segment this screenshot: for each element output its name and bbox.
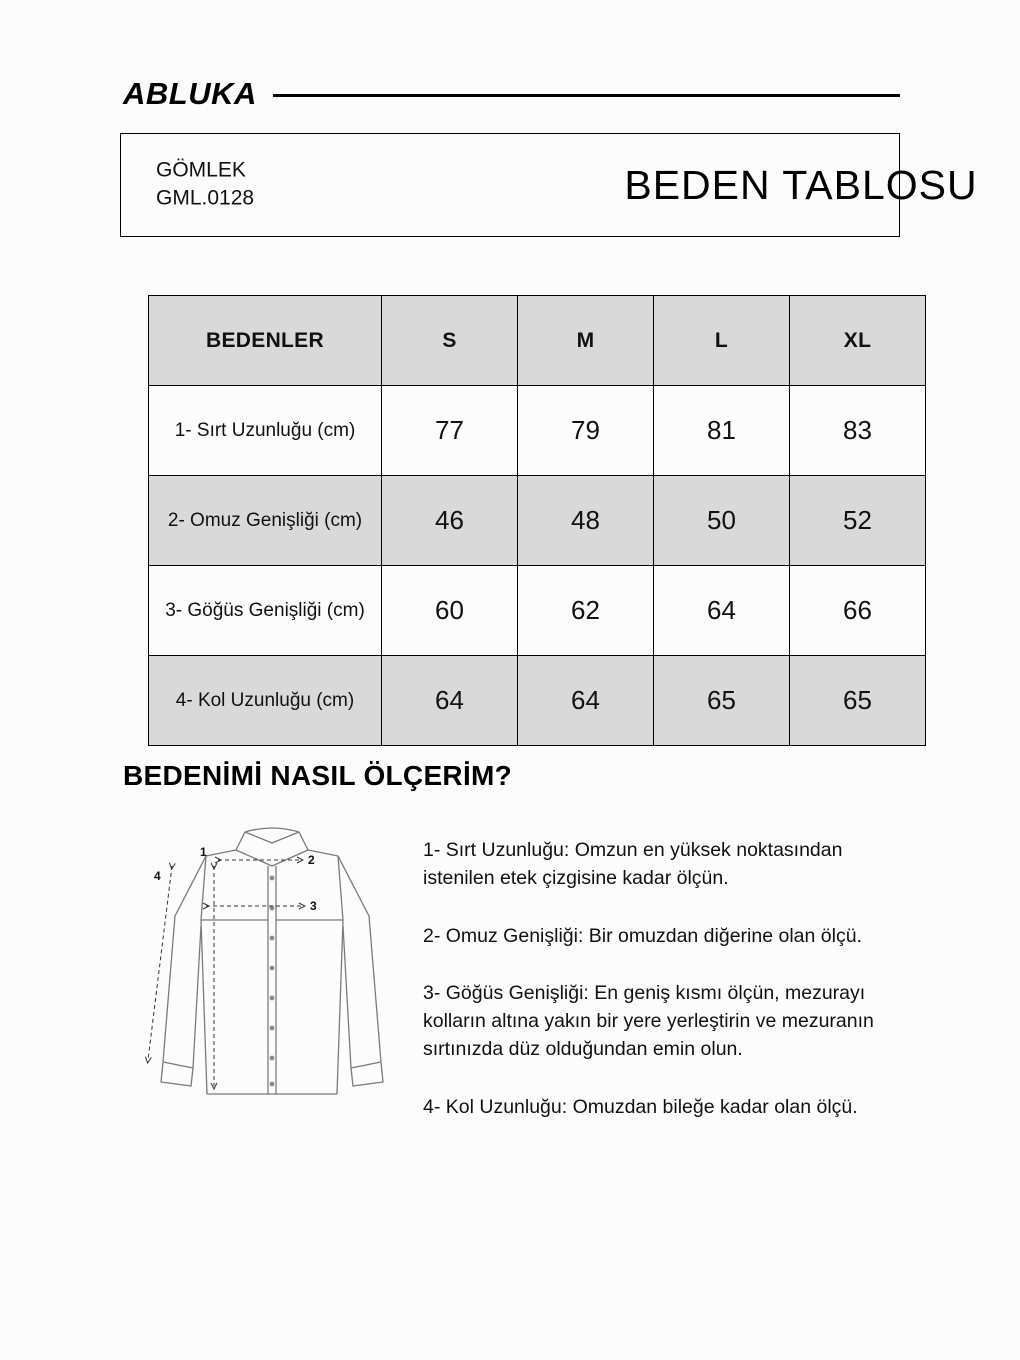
product-name: GÖMLEK — [156, 158, 246, 182]
diagram-label-3: 3 — [310, 899, 317, 913]
cell-value: 65 — [654, 656, 790, 746]
table-header-l: L — [654, 296, 790, 386]
instruction-back-length: 1- Sırt Uzunluğu: Omzun en yüksek noktasından istenilen etek çizgisine kadar ölçün. — [423, 839, 843, 890]
instruction-sleeve-length: 4- Kol Uzunluğu: Omuzdan bileğe kadar olan ölçü. — [423, 1095, 858, 1118]
cell-value: 77 — [382, 386, 518, 476]
table-row — [149, 566, 926, 656]
row-label-back-length: 1- Sırt Uzunluğu (cm) — [149, 386, 382, 476]
cell-value: 48 — [518, 476, 654, 566]
table-row — [149, 476, 926, 566]
cell-value: 66 — [790, 566, 926, 656]
product-code: GML.0128 — [156, 187, 255, 210]
brand-logo: ABLUKA — [123, 76, 257, 111]
row-label-sleeve-length: 4- Kol Uzunluğu (cm) — [149, 656, 382, 746]
instruction-chest-width: 3- Göğüs Genişliği: En geniş kısmı ölçün, mezurayı kolların altına yakın bir yere yerleştirin ve mezuranın sırtınızda düz olduğundan emin olun. — [423, 981, 874, 1061]
measure-instructions — [423, 836, 918, 1150]
shirt-buttons — [270, 876, 275, 1087]
table-header-s: S — [382, 296, 518, 386]
cell-value: 60 — [382, 566, 518, 656]
size-table — [148, 295, 926, 746]
cell-value: 64 — [518, 656, 654, 746]
instruction-shoulder-width: 2- Omuz Genişliği: Bir omuzdan diğerine olan ölçü. — [423, 924, 862, 947]
diagram-label-1: 1 — [200, 845, 207, 859]
measure-line-sleeve — [148, 866, 172, 1060]
cell-value: 79 — [518, 386, 654, 476]
cell-value: 62 — [518, 566, 654, 656]
product-meta — [156, 157, 254, 214]
table-header-m: M — [518, 296, 654, 386]
table-header-row — [149, 296, 926, 386]
shirt-diagram — [122, 822, 422, 1122]
diagram-label-4: 4 — [154, 869, 161, 883]
brand-header — [123, 76, 900, 112]
shirt-diagram-svg — [122, 822, 422, 1122]
row-label-shoulder-width: 2- Omuz Genişliği (cm) — [149, 476, 382, 566]
measure-section-title: BEDENİMİ NASIL ÖLÇERİM? — [123, 760, 513, 791]
cell-value: 50 — [654, 476, 790, 566]
cell-value: 83 — [790, 386, 926, 476]
table-header-sizes: BEDENLER — [149, 296, 382, 386]
cell-value: 65 — [790, 656, 926, 746]
row-label-chest-width: 3- Göğüs Genişliği (cm) — [149, 566, 382, 656]
cell-value: 81 — [654, 386, 790, 476]
diagram-label-2: 2 — [308, 853, 315, 867]
cell-value: 64 — [654, 566, 790, 656]
size-chart-title: BEDEN TABLOSU — [624, 161, 978, 208]
table-row — [149, 656, 926, 746]
cell-value: 64 — [382, 656, 518, 746]
table-header-xl: XL — [790, 296, 926, 386]
header-divider-line — [273, 94, 900, 97]
product-info-box — [120, 133, 978, 237]
cell-value: 52 — [790, 476, 926, 566]
cell-value: 46 — [382, 476, 518, 566]
table-row — [149, 386, 926, 476]
